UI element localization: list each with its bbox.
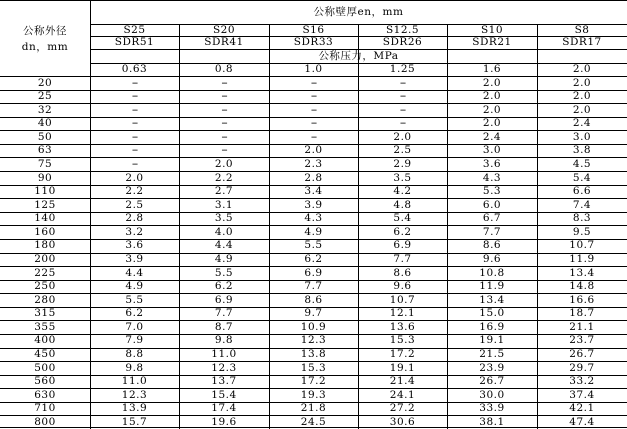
dn-value: 40	[37, 117, 53, 130]
wall-thickness-value: 27.2	[389, 402, 416, 415]
dn-value: 280	[34, 293, 56, 306]
wall-thickness-value: 47.4	[569, 415, 595, 428]
dn-value: 90	[37, 171, 53, 184]
wall-thickness-value: 19.1	[479, 334, 505, 347]
dn-value: 20	[37, 76, 53, 89]
wall-thickness-value: 6.2	[125, 307, 144, 320]
wall-thickness-value: 24.5	[300, 415, 327, 428]
wall-thickness-value: 4.3	[304, 212, 323, 225]
wall-thickness-value: 2.8	[304, 171, 323, 184]
dn-value: 630	[34, 388, 56, 401]
series-s-label: S8	[574, 23, 590, 36]
wall-thickness-value: 8.8	[125, 348, 144, 361]
wall-thickness-value: 6.2	[393, 225, 412, 238]
wall-thickness-value: 2.0	[572, 90, 592, 103]
wall-thickness-value: 4.4	[214, 239, 234, 252]
wall-thickness-value: 13.6	[389, 320, 416, 333]
wall-thickness-value: 7.7	[393, 253, 412, 266]
wall-thickness-value: 19.6	[211, 415, 237, 428]
wall-thickness-value: 3.2	[125, 225, 144, 238]
wall-thickness-value: 3.0	[482, 144, 502, 157]
wall-thickness-value: --	[131, 76, 138, 89]
wall-thickness-value: 26.7	[479, 375, 505, 388]
wall-thickness-value: 9.5	[572, 225, 592, 238]
wall-thickness-value: 6.2	[304, 253, 323, 266]
wall-thickness-value: 26.7	[569, 348, 595, 361]
wall-thickness-value: 14.8	[569, 280, 595, 293]
wall-thickness-value: 4.9	[214, 253, 234, 266]
wall-thickness-value: 9.6	[393, 280, 412, 293]
wall-thickness-value: 13.7	[211, 375, 237, 388]
wall-thickness-value: 4.4	[125, 266, 144, 279]
wall-thickness-value: 4.5	[572, 157, 592, 170]
wall-thickness-value: 15.3	[389, 334, 416, 347]
wall-thickness-value: 9.6	[482, 253, 502, 266]
nominal-pressure-value: 0.8	[214, 63, 234, 76]
wall-thickness-value: --	[131, 103, 138, 116]
wall-thickness-value: --	[131, 117, 138, 130]
wall-thickness-value: 37.4	[569, 388, 595, 401]
wall-thickness-value: 6.2	[214, 280, 234, 293]
dn-value: 560	[34, 375, 56, 388]
series-s-label: S20	[212, 23, 236, 36]
wall-thickness-value: 3.5	[393, 171, 412, 184]
wall-thickness-value: 16.6	[569, 293, 595, 306]
wall-thickness-value: --	[399, 76, 406, 89]
dn-value: 160	[34, 225, 56, 238]
wall-thickness-value: 2.2	[125, 185, 144, 198]
wall-thickness-value: 9.8	[214, 334, 234, 347]
wall-thickness-value: 8.6	[482, 239, 502, 252]
series-s-label: S16	[302, 23, 325, 36]
wall-thickness-value: 6.6	[572, 185, 592, 198]
wall-thickness-value: 2.0	[125, 171, 144, 184]
wall-thickness-value: 13.8	[300, 348, 327, 361]
wall-thickness-value: --	[221, 76, 227, 89]
wall-thickness-value: 4.3	[482, 171, 502, 184]
wall-thickness-value: --	[310, 103, 317, 116]
wall-thickness-value: 6.9	[304, 266, 323, 279]
wall-thickness-value: 2.3	[304, 157, 323, 170]
dn-value: 250	[34, 280, 56, 293]
wall-thickness-value: 38.1	[479, 415, 505, 428]
wall-thickness-value: 16.9	[479, 320, 505, 333]
series-sdr-label: SDR26	[382, 36, 423, 49]
wall-thickness-value: 2.0	[482, 117, 502, 130]
wall-thickness-value: 5.5	[125, 293, 144, 306]
dn-value: 225	[34, 266, 56, 279]
dn-value: 200	[34, 253, 56, 266]
nominal-pressure-value: 1.25	[389, 63, 416, 76]
wall-thickness-value: 5.4	[572, 171, 592, 184]
wall-thickness-value: 11.0	[211, 348, 237, 361]
wall-thickness-value: 12.3	[121, 388, 148, 401]
wall-thickness-value: 7.7	[304, 280, 323, 293]
dn-value: 315	[34, 307, 56, 320]
wall-thickness-value: 2.4	[572, 117, 592, 130]
wall-thickness-value: 2.0	[214, 157, 234, 170]
wall-thickness-value: 5.5	[214, 266, 234, 279]
series-s-label: S25	[123, 23, 146, 36]
wall-thickness-value: 10.7	[569, 239, 595, 252]
wall-thickness-value: --	[221, 117, 227, 130]
wall-thickness-value: 15.7	[121, 415, 148, 428]
wall-thickness-value: 2.5	[125, 198, 144, 211]
dn-value: 63	[37, 144, 53, 157]
wall-thickness-value: 2.4	[482, 130, 502, 143]
wall-thickness-value: 2.5	[393, 144, 412, 157]
wall-thickness-value: 24.1	[389, 388, 416, 401]
wall-thickness-value: --	[131, 90, 138, 103]
dn-label-line1: 公称外径	[23, 24, 67, 37]
wall-thickness-value: 11.9	[569, 253, 595, 266]
wall-thickness-value: 3.6	[482, 157, 502, 170]
wall-thickness-value: 9.7	[304, 307, 323, 320]
wall-thickness-value: --	[221, 130, 227, 143]
series-sdr-label: SDR21	[472, 36, 512, 49]
series-sdr-label: SDR51	[114, 36, 155, 49]
wall-thickness-value: 2.0	[572, 76, 592, 89]
wall-thickness-value: 4.8	[393, 198, 412, 211]
wall-thickness-value: 2.8	[125, 212, 144, 225]
wall-thickness-value: 4.9	[125, 280, 144, 293]
wall-thickness-value: --	[131, 130, 138, 143]
wall-thickness-value: 7.7	[214, 307, 234, 320]
series-sdr-label: SDR33	[293, 36, 334, 49]
wall-thickness-value: 5.4	[393, 212, 412, 225]
wall-thickness-value: 21.5	[479, 348, 505, 361]
dn-value: 140	[34, 212, 56, 225]
wall-thickness-value: 3.9	[125, 253, 144, 266]
wall-thickness-value: 5.5	[304, 239, 323, 252]
wall-thickness-value: 2.7	[214, 185, 234, 198]
wall-thickness-value: 12.3	[300, 334, 327, 347]
wall-thickness-value: 2.0	[482, 103, 502, 116]
dn-value: 355	[34, 320, 56, 333]
series-sdr-label: SDR41	[204, 36, 244, 49]
wall-thickness-value: 11.9	[479, 280, 505, 293]
wall-thickness-value: 3.5	[214, 212, 234, 225]
dn-value: 180	[34, 239, 56, 252]
dn-header-cell	[0, 1, 90, 76]
wall-thickness-value: 2.2	[214, 171, 234, 184]
wall-thickness-value: 17.2	[389, 348, 416, 361]
wall-thickness-value: --	[310, 117, 317, 130]
dn-value: 450	[34, 348, 56, 361]
wall-thickness-value: 17.2	[300, 375, 327, 388]
wall-thickness-value: 15.3	[300, 361, 327, 374]
wall-thickness-value: 19.3	[300, 388, 327, 401]
wall-thickness-value: 13.4	[569, 266, 595, 279]
wall-thickness-value: 7.9	[125, 334, 144, 347]
dn-value: 110	[34, 185, 56, 198]
wall-thickness-value: 19.1	[389, 361, 416, 374]
wall-thickness-value: 18.7	[569, 307, 595, 320]
wall-thickness-value: 2.0	[393, 130, 412, 143]
wall-thickness-value: 29.7	[569, 361, 595, 374]
series-sdr-label: SDR17	[562, 36, 602, 49]
wall-thickness-value: 7.4	[572, 198, 592, 211]
wall-thickness-value: 13.4	[479, 293, 505, 306]
dn-value: 710	[34, 402, 56, 415]
wall-thickness-value: --	[399, 103, 406, 116]
wall-thickness-value: 2.0	[482, 76, 502, 89]
wall-thickness-value: 3.0	[572, 130, 592, 143]
wall-thickness-value: 10.8	[479, 266, 505, 279]
dn-value: 25	[37, 90, 53, 103]
wall-thickness-value: 12.3	[211, 361, 237, 374]
wall-thickness-value: --	[131, 157, 138, 170]
wall-thickness-value: 12.1	[389, 307, 416, 320]
nominal-pressure-value: 2.0	[572, 63, 592, 76]
series-s-label: S10	[480, 23, 504, 36]
wall-thickness-value: 15.0	[479, 307, 505, 320]
wall-thickness-value: --	[399, 117, 406, 130]
wall-thickness-value: 9.8	[125, 361, 144, 374]
wall-thickness-value: 2.0	[572, 103, 592, 116]
wall-thickness-value: 8.6	[393, 266, 412, 279]
wall-thickness-value: 7.0	[125, 320, 144, 333]
wall-thickness-value: 23.9	[479, 361, 505, 374]
wall-thickness-value: 2.0	[482, 90, 502, 103]
wall-thickness-value: 6.0	[482, 198, 502, 211]
wall-thickness-value: --	[310, 130, 317, 143]
wall-thickness-value: 33.2	[569, 375, 595, 388]
wall-thickness-value: 13.9	[121, 402, 148, 415]
wall-thickness-value: 42.1	[569, 402, 595, 415]
wall-thickness-value: 2.9	[393, 157, 412, 170]
wall-thickness-value: --	[221, 90, 227, 103]
dn-value: 75	[37, 157, 53, 170]
wall-thickness-value: --	[399, 90, 406, 103]
wall-thickness-value: 21.1	[569, 320, 595, 333]
wall-thickness-value: 10.9	[300, 320, 327, 333]
wall-thickness-value: 8.7	[214, 320, 234, 333]
wall-thickness-value: 10.7	[389, 293, 416, 306]
wall-thickness-value: 33.9	[479, 402, 505, 415]
wall-thickness-value: 15.4	[211, 388, 237, 401]
wall-thickness-value: 4.9	[304, 225, 323, 238]
dn-value: 800	[34, 415, 56, 428]
wall-thickness-value: 23.7	[569, 334, 595, 347]
nominal-pressure-value: 1.6	[482, 63, 502, 76]
wall-thickness-value: 3.1	[214, 198, 234, 211]
wall-thickness-value: 30.0	[479, 388, 505, 401]
wall-thickness-value: 5.3	[482, 185, 502, 198]
wall-thickness-value: 4.2	[393, 185, 412, 198]
wall-thickness-value: 3.8	[572, 144, 592, 157]
wall-thickness-value: 8.3	[572, 212, 592, 225]
dn-value: 50	[37, 130, 53, 143]
wall-thickness-value: 2.0	[304, 144, 323, 157]
dn-label-line2: dn，mm	[21, 40, 69, 53]
wall-thickness-value: 3.4	[304, 185, 323, 198]
wall-thickness-value: --	[221, 144, 227, 157]
wall-thickness-value: 3.9	[304, 198, 323, 211]
wall-thickness-value: 8.6	[304, 293, 323, 306]
wall-thickness-value: 3.6	[125, 239, 144, 252]
wall-thickness-value: 21.4	[389, 375, 416, 388]
wall-thickness-value: --	[131, 144, 138, 157]
wall-thickness-value: 6.9	[214, 293, 234, 306]
wall-thickness-header: 公称壁厚en，mm	[313, 6, 404, 19]
nominal-pressure-value: 1.0	[304, 63, 323, 76]
wall-thickness-value: 7.7	[482, 225, 502, 238]
dn-value: 32	[37, 103, 53, 116]
wall-thickness-value: --	[310, 90, 317, 103]
wall-thickness-value: 6.9	[393, 239, 412, 252]
wall-thickness-value: 6.7	[482, 212, 502, 225]
wall-thickness-value: --	[310, 76, 317, 89]
wall-thickness-value: 4.0	[214, 225, 234, 238]
dn-value: 400	[34, 334, 56, 347]
nominal-pressure-value: 0.63	[121, 63, 148, 76]
wall-thickness-value: 21.8	[300, 402, 327, 415]
dn-value: 125	[34, 198, 56, 211]
wall-thickness-value: --	[221, 103, 227, 116]
nominal-pressure-header: 公称压力，MPa	[318, 49, 399, 62]
wall-thickness-value: 17.4	[211, 402, 237, 415]
wall-thickness-value: 11.0	[121, 375, 148, 388]
series-s-label: S12.5	[385, 23, 420, 36]
wall-thickness-value: 30.6	[389, 415, 416, 428]
dn-value: 500	[34, 361, 56, 374]
